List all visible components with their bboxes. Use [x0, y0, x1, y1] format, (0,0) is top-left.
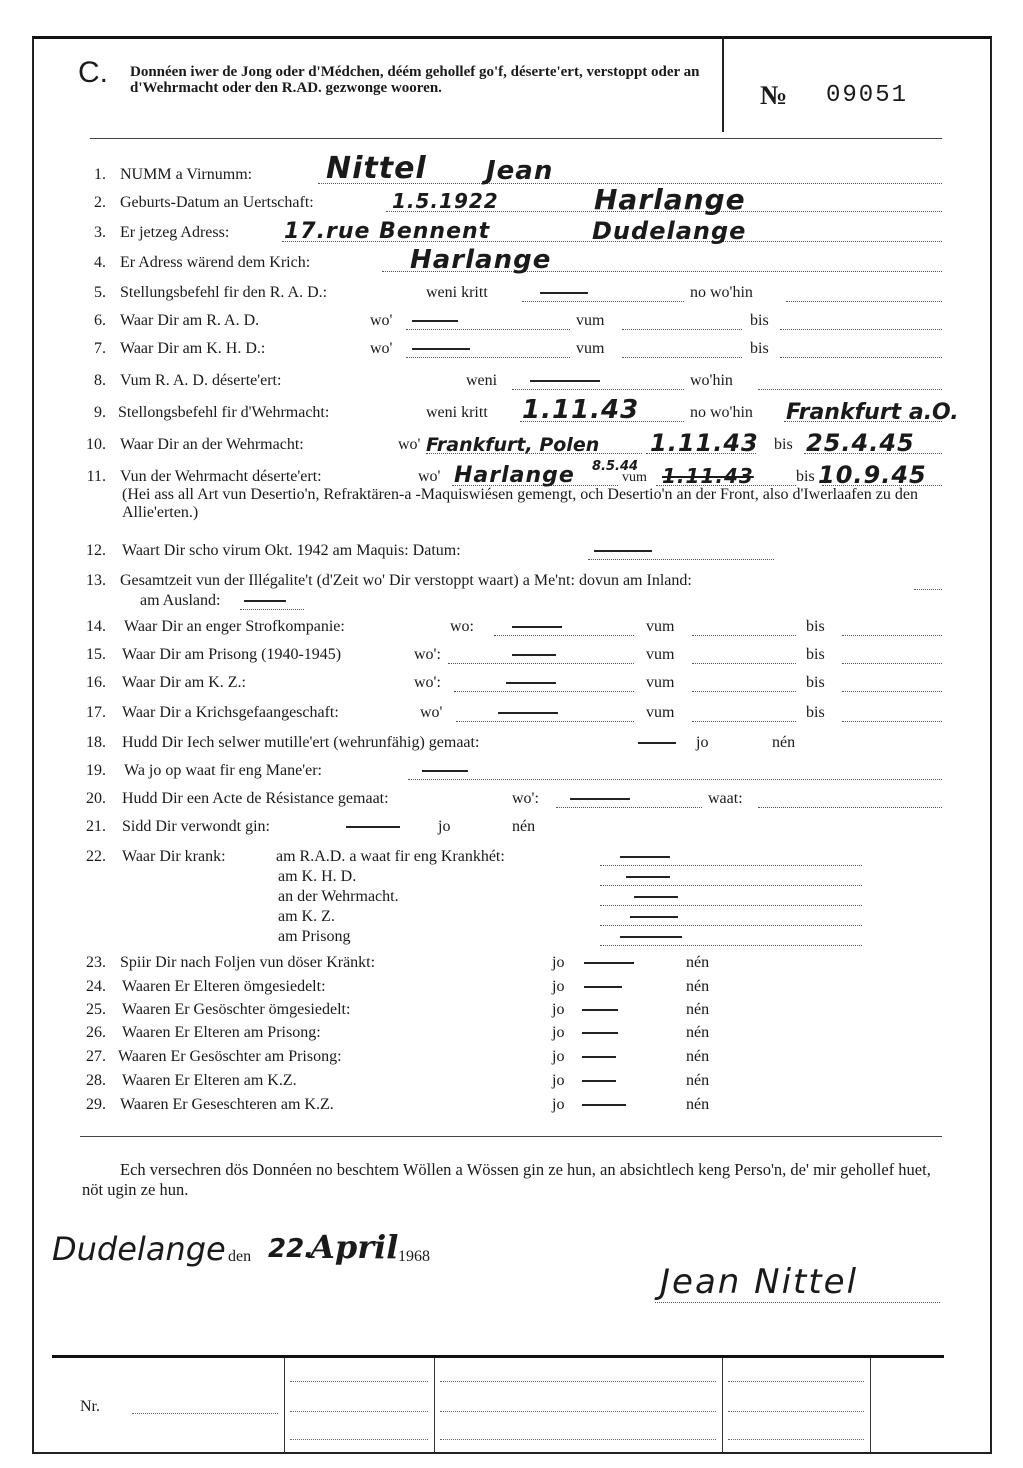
item-label: Geburts-Datum an Uertschaft:: [120, 194, 314, 211]
birth-place-value: Harlange: [594, 183, 746, 216]
item-15: [0, 640, 1023, 664]
empty-dash: [620, 936, 682, 938]
item-14: [0, 612, 1023, 636]
item-22-prison: [0, 922, 1023, 946]
strof-from-field[interactable]: [692, 619, 796, 636]
signature-place: Dudelange: [52, 1230, 226, 1268]
no-option[interactable]: nén: [512, 818, 536, 835]
to-label: bis: [806, 674, 825, 691]
illness-kz-label: am K. Z.: [278, 908, 335, 925]
item-24: [0, 972, 1023, 996]
answer-dash: [584, 986, 622, 988]
empty-dash: [570, 798, 630, 800]
item-label: Spiir Dir nach Foljen vun döser Kränkt:: [120, 954, 376, 971]
birth-date-value: 1.5.1922: [392, 189, 499, 213]
item-label: Waart Dir scho virum Okt. 1942 am Maquis: Datum:: [122, 542, 461, 559]
item-1: [0, 151, 1023, 186]
empty-dash: [620, 856, 670, 858]
item-label: NUMM a Virnumm:: [120, 166, 253, 183]
item-label: am Ausland:: [140, 592, 221, 609]
empty-dash: [630, 916, 678, 918]
rad-desert-place-field[interactable]: [758, 373, 942, 390]
signature-name: Jean Nittel: [660, 1262, 859, 1302]
item-11: [0, 459, 1023, 489]
khd-from-field[interactable]: [622, 341, 742, 358]
city-value: Dudelange: [592, 217, 747, 245]
yes-option[interactable]: jo: [552, 1048, 565, 1065]
empty-dash: [594, 550, 652, 552]
item-2: [0, 183, 1023, 216]
item-label: Waar Dir a Krichsgefaangeschaft:: [122, 704, 339, 721]
item-number: 13.: [86, 572, 106, 589]
signature-den: den: [228, 1248, 252, 1265]
rad-to-field[interactable]: [780, 313, 942, 330]
declaration-text: Ech versechren dös Donnéen no beschtem Wöllen a Wössen gin ze hun, an absichtlech keng Perso'n, de' mir gehollef huet, nöt ugin ze hun.: [82, 1160, 931, 1199]
item-29: [0, 1090, 1023, 1114]
item-5: [0, 278, 1023, 302]
mutilation-how-field[interactable]: [408, 763, 942, 780]
answer-dash: [582, 1009, 618, 1011]
item-label: Waaren Er Gesöschter am Prisong:: [118, 1048, 342, 1065]
item-8: [0, 366, 1023, 390]
footer-field[interactable]: [290, 1380, 428, 1382]
item-number: 5.: [94, 284, 106, 301]
prison-from-field[interactable]: [692, 647, 796, 664]
what-label: waat:: [708, 790, 743, 807]
item-20: [0, 784, 1023, 808]
item-number: 21.: [86, 818, 106, 835]
no-option[interactable]: nén: [686, 954, 710, 971]
item-label: Sidd Dir verwondt gin:: [122, 818, 270, 835]
to-label: bis: [806, 646, 825, 663]
surname-value: Nittel: [326, 151, 427, 186]
yes-option[interactable]: jo: [552, 1024, 565, 1041]
where-label: wo':: [512, 790, 539, 807]
item-number: 20.: [86, 790, 106, 807]
item-number: 6.: [94, 312, 106, 329]
no-option[interactable]: nén: [772, 734, 796, 751]
item-10: [0, 429, 1023, 457]
where-label: wo': [398, 436, 421, 453]
item-number: 22.: [86, 848, 106, 865]
street-value: 17.rue Bennent: [284, 219, 491, 244]
empty-dash: [412, 320, 458, 322]
empty-dash: [540, 292, 588, 294]
item-label: Er Adress wärend dem Krich:: [120, 254, 311, 271]
wm-desert-from-value: 8.5.44: [592, 459, 639, 474]
struck-date-value: 1.11.43: [662, 464, 754, 488]
when-label: weni kritt: [426, 404, 488, 421]
header-divider: [722, 36, 724, 132]
item-16: [0, 668, 1023, 692]
item-number: 4.: [94, 254, 106, 271]
empty-dash: [512, 626, 562, 628]
wm-order-dest-value: Frankfurt a.O.: [786, 400, 959, 425]
footer-rule: [52, 1355, 944, 1358]
to-label: bis: [806, 618, 825, 635]
item-9: [0, 395, 1023, 425]
item-label: Waar Dir am Prisong (1940-1945): [122, 646, 342, 663]
footer-field[interactable]: [290, 1410, 428, 1412]
signature-year: 1968: [398, 1248, 430, 1265]
item-label: Stellungsbefehl fir den R. A. D.:: [120, 284, 328, 301]
wm-from-value: 1.11.43: [650, 429, 759, 457]
empty-dash: [244, 600, 286, 602]
item-number: 17.: [86, 704, 106, 721]
item-3: [0, 217, 1023, 245]
item-number: 2.: [94, 194, 106, 211]
empty-dash: [506, 682, 556, 684]
item-number: 9.: [94, 404, 106, 421]
yes-option[interactable]: jo: [552, 1096, 565, 1113]
footer-field[interactable]: [290, 1438, 428, 1440]
item-number: 11.: [86, 468, 106, 485]
header-text: Donnéen iwer de Jong oder d'Médchen, déém gehollef go'f, déserte'ert, verstoppt oder an d'Wehrmacht oder den R.AD. gezwonge wooren.: [130, 64, 700, 96]
footer-field[interactable]: [728, 1380, 864, 1382]
to-label: bis: [806, 704, 825, 721]
footer-field[interactable]: [440, 1410, 716, 1412]
item-label: Waar Dir am K. Z.:: [122, 674, 246, 691]
answer-dash: [638, 742, 676, 744]
footer-divider: [722, 1358, 723, 1453]
empty-dash: [626, 876, 670, 878]
item-number: 19.: [86, 762, 106, 779]
item-11-note: (Hei ass all Art vun Desertio'n, Refraktären-a -Maquiswiésen gemengt, och Desertio'n an der Front, also d'Iwerlaafen zu den Allie'erten.): [122, 486, 918, 521]
answer-dash: [582, 1056, 616, 1058]
item-label: Waar Dir an enger Strofkompanie:: [124, 618, 345, 635]
item-number: 14.: [86, 618, 106, 635]
item-number: 8.: [94, 372, 106, 389]
number-sign: №: [760, 80, 788, 110]
wm-to-value: 25.4.45: [806, 429, 915, 457]
strof-to-field[interactable]: [842, 619, 942, 636]
answer-dash: [582, 1032, 618, 1034]
rad-from-field[interactable]: [622, 313, 742, 330]
from-label: vum: [646, 646, 675, 663]
wm-place-value: Frankfurt, Polen: [426, 434, 600, 456]
item-6: [0, 306, 1023, 330]
item-number: 27.: [86, 1048, 106, 1065]
item-28: [0, 1066, 1023, 1090]
item-label: Waaren Er Elteren am Prisong:: [122, 1024, 321, 1041]
item-number: 25.: [86, 1001, 106, 1018]
item-26: [0, 1018, 1023, 1042]
from-label: vum: [576, 312, 605, 329]
item-25: [0, 995, 1023, 1019]
when-label: weni: [466, 372, 498, 389]
item-label: Vum R. A. D. déserte'ert:: [120, 372, 282, 389]
footer-divider: [870, 1358, 871, 1453]
resistance-what-field[interactable]: [758, 791, 942, 808]
yes-option[interactable]: jo: [552, 1001, 565, 1018]
item-label: Er jetzeg Adress:: [120, 224, 230, 241]
item-7: [0, 334, 1023, 358]
footer-field[interactable]: [728, 1410, 864, 1412]
to-label: bis: [750, 312, 769, 329]
item-label: Waar Dir an der Wehrmacht:: [120, 436, 304, 453]
kz-from-field[interactable]: [692, 675, 796, 692]
illness-khd-label: am K. H. D.: [278, 868, 357, 885]
item-number: 29.: [86, 1096, 106, 1113]
item-number: 7.: [94, 340, 106, 357]
empty-dash: [634, 896, 678, 898]
yes-option[interactable]: jo: [438, 818, 451, 835]
firstname-value: Jean: [486, 156, 554, 186]
khd-to-field[interactable]: [780, 341, 942, 358]
no-option[interactable]: nén: [686, 1048, 710, 1065]
no-option[interactable]: nén: [686, 1001, 710, 1018]
item-label: Wa jo op waat fir eng Mane'er:: [124, 762, 322, 779]
where-label: wo': [420, 704, 443, 721]
item-number: 16.: [86, 674, 106, 691]
item-4: [0, 245, 1023, 275]
empty-dash: [498, 712, 558, 714]
where-label: wo': [370, 340, 393, 357]
no-option[interactable]: nén: [686, 1024, 710, 1041]
kz-to-field[interactable]: [842, 675, 942, 692]
item-label: Hudd Dir Iech selwer mutille'ert (wehrunfähig) gemaat:: [122, 734, 480, 751]
wm-desert-to-value: 10.9.45: [818, 461, 927, 489]
answer-dash: [584, 962, 634, 964]
item-label: Gesamtzeit vun der Illégalite't (d'Zeit wo' Dir verstoppt waart) a Me'nt: dovun am Inland:: [120, 572, 692, 589]
yes-option[interactable]: jo: [552, 954, 565, 971]
to-label: bis: [796, 468, 815, 485]
from-label: vum: [646, 618, 675, 635]
pow-to-field[interactable]: [842, 705, 942, 722]
item-label: Waaren Er Gesöschter ömgesiedelt:: [122, 1001, 351, 1018]
item-number: 28.: [86, 1072, 106, 1089]
empty-dash: [412, 348, 470, 350]
item-number: 12.: [86, 542, 106, 559]
answer-dash: [582, 1080, 616, 1082]
item-label: Stellongsbefehl fir d'Wehrmacht:: [118, 404, 330, 421]
from-label: vum: [646, 674, 675, 691]
illness-rad-label: am R.A.D. a waat fir eng Krankhét:: [276, 848, 505, 865]
item-13-abroad: [0, 586, 1023, 610]
item-label: Waar Dir am R. A. D.: [120, 312, 260, 329]
item-19: [0, 756, 1023, 780]
to-label: bis: [750, 340, 769, 357]
wm-order-date-value: 1.11.43: [522, 395, 640, 425]
where-label: no wo'hin: [690, 404, 753, 421]
from-label: vum: [576, 340, 605, 357]
item-number: 23.: [86, 954, 106, 971]
rad-order-place-field[interactable]: [786, 285, 942, 302]
footer-divider: [434, 1358, 435, 1453]
empty-dash: [422, 770, 468, 772]
where-label: wo:: [450, 618, 474, 635]
footer-nr-label: Nr.: [80, 1398, 100, 1415]
header-rule: [90, 138, 942, 139]
yes-option[interactable]: jo: [696, 734, 709, 751]
item-number: 10.: [86, 436, 106, 453]
item-number: 24.: [86, 978, 106, 995]
where-label: wo': [418, 468, 441, 485]
where-label: wo'hin: [690, 372, 733, 389]
signature-month: April: [310, 1228, 399, 1266]
item-label: Waaren Er Elteren ömgesiedelt:: [122, 978, 326, 995]
item-number: 3.: [94, 224, 106, 241]
answer-dash: [346, 826, 400, 828]
item-number: 1.: [94, 166, 106, 183]
pow-from-field[interactable]: [692, 705, 796, 722]
no-option[interactable]: nén: [686, 1072, 710, 1089]
footer-nr-field[interactable]: [132, 1412, 278, 1414]
item-number: 18.: [86, 734, 106, 751]
empty-dash: [512, 654, 556, 656]
item-label: Waaren Er Elteren am K.Z.: [122, 1072, 297, 1089]
signature-day: 22.: [268, 1234, 315, 1264]
footer-field[interactable]: [440, 1438, 716, 1440]
item-label: Vun der Wehrmacht déserte'ert:: [120, 468, 322, 485]
illness-wm-label: an der Wehrmacht.: [278, 888, 399, 905]
item-label: Waar Dir krank:: [122, 848, 226, 865]
prison-to-field[interactable]: [842, 647, 942, 664]
where-label: wo':: [414, 674, 441, 691]
answer-dash: [582, 1104, 626, 1106]
item-17: [0, 698, 1023, 722]
item-number: 15.: [86, 646, 106, 663]
item-18: [0, 728, 1023, 752]
item-21: [0, 812, 1023, 836]
footer-divider: [284, 1358, 285, 1453]
from-label: vum: [646, 704, 675, 721]
where-label: no wo'hin: [690, 284, 753, 301]
where-label: wo': [370, 312, 393, 329]
to-label: bis: [774, 436, 793, 453]
item-23: [0, 948, 1023, 972]
illness-prison-label: am Prisong: [278, 928, 351, 945]
section-rule: [80, 1136, 942, 1137]
from-label: vum: [622, 470, 647, 485]
wm-desert-place-value: Harlange: [454, 463, 575, 488]
form-number: 09051: [826, 82, 909, 109]
footer-field[interactable]: [440, 1380, 716, 1382]
signature-line: [655, 1302, 940, 1303]
item-label: Waar Dir am K. H. D.:: [120, 340, 266, 357]
where-label: wo':: [414, 646, 441, 663]
yes-option[interactable]: jo: [552, 1072, 565, 1089]
when-label: weni kritt: [426, 284, 488, 301]
item-number: 26.: [86, 1024, 106, 1041]
no-option[interactable]: nén: [686, 978, 710, 995]
no-option[interactable]: nén: [686, 1096, 710, 1113]
war-address-value: Harlange: [410, 245, 552, 275]
yes-option[interactable]: jo: [552, 978, 565, 995]
item-label: Waaren Er Geseschteren am K.Z.: [120, 1096, 334, 1113]
empty-dash: [530, 380, 600, 382]
item-label: Hudd Dir een Acte de Résistance gemaat:: [122, 790, 389, 807]
item-12: [0, 536, 1023, 560]
footer-field[interactable]: [728, 1438, 864, 1440]
item-27: [0, 1042, 1023, 1066]
section-letter: C.: [78, 56, 108, 89]
